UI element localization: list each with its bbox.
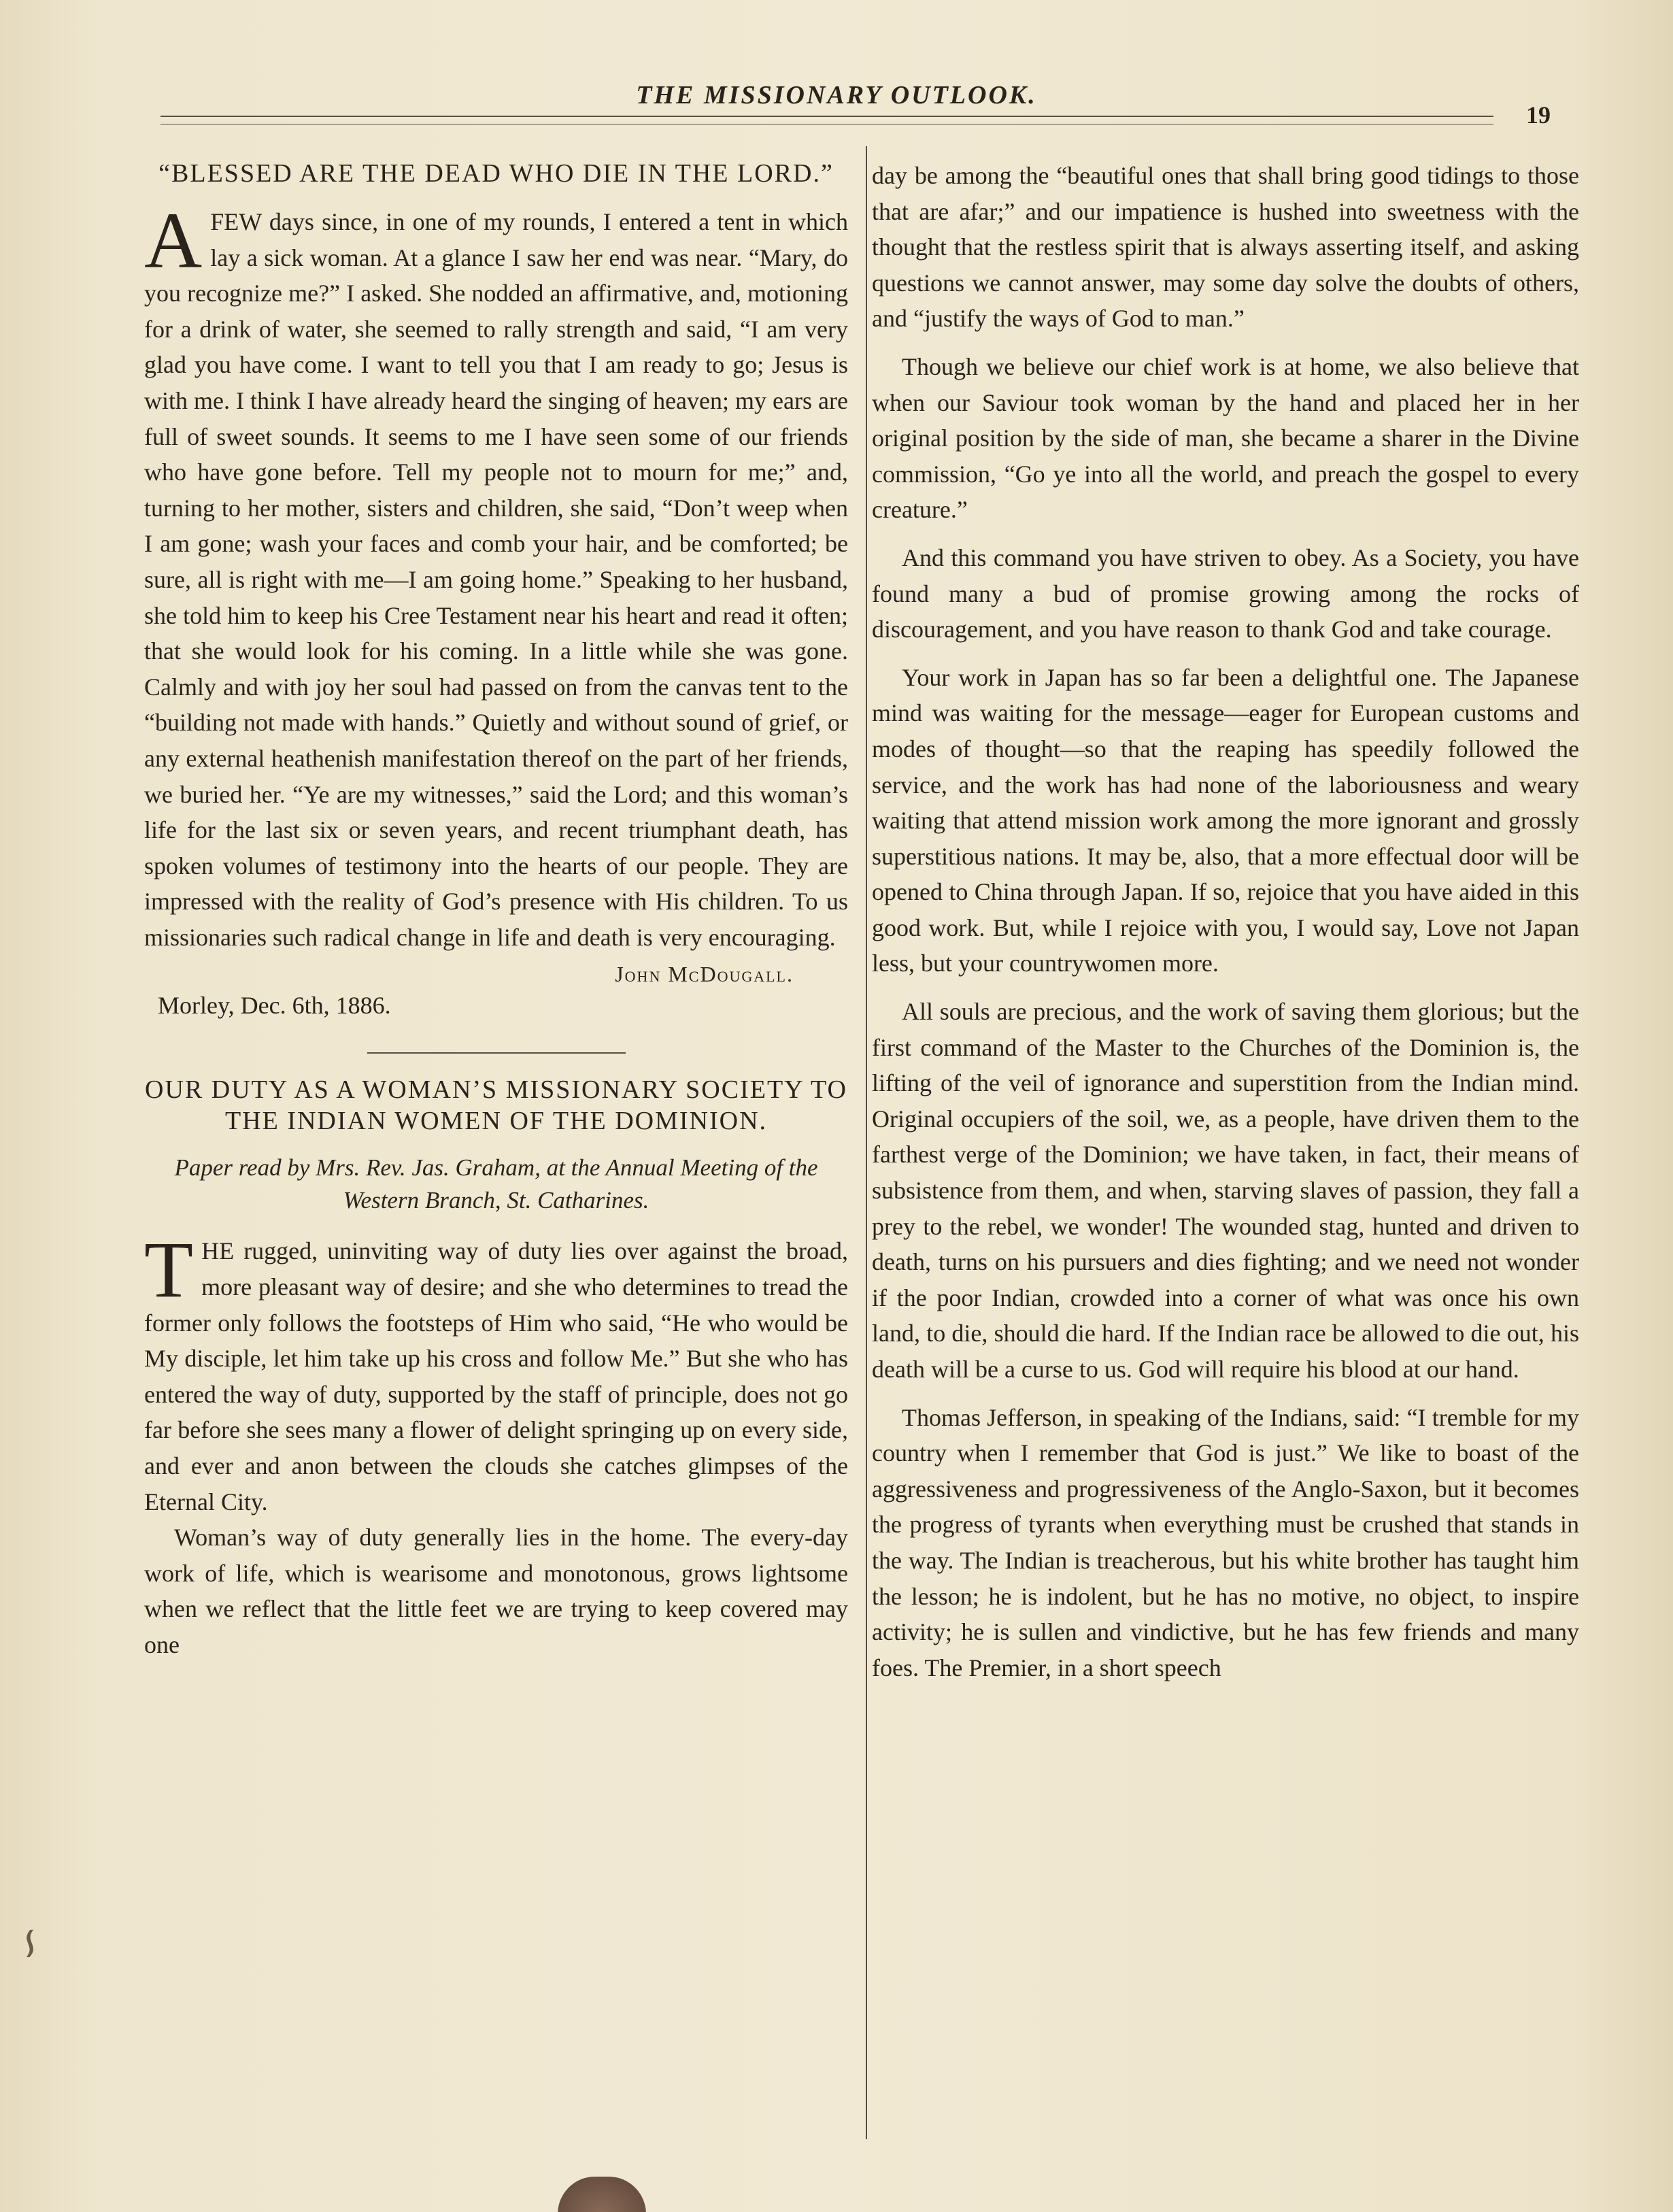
- article-title-2: OUR DUTY AS A WOMAN’S MISSIONARY SOCIETY TO THE INDIAN WOMEN OF THE DOMINION.: [145, 1075, 847, 1136]
- right-paragraph-4: Your work in Japan has so far been a delightful one. The Japanese mind was waiting for the message—eager for European customs and modes of thought—so that the reaping has speedily followed the service, and the work has had none of the laboriousness and weary waiting that attend mission work among the more ignorant and grossly superstitious nations. It may be, also, that a more effectual door will be opened to China through Japan. If so, rejoice that you have aided in this good work. But, while I rejoice with you, I would say, Love not Japan less, but your countrywomen more.: [872, 663, 1579, 977]
- column-divider: [866, 146, 867, 2139]
- article-2-paragraph-2: Woman’s way of duty generally lies in the home. The every-day work of life, which is wearisome and monotonous, grows lightsome when we reflect that the little feet we are trying to keep covered may one: [144, 1524, 848, 1658]
- section-divider: [367, 1052, 626, 1054]
- running-header: THE MISSIONARY OUTLOOK.: [636, 81, 1037, 110]
- article-title: “BLESSED ARE THE DEAD WHO DIE IN THE LORD.”: [158, 159, 834, 188]
- dateline: Morley, Dec. 6th, 1886.: [158, 992, 391, 1020]
- drop-cap-2: T: [144, 1225, 194, 1315]
- right-paragraph-5: All souls are precious, and the work of saving them glorious; but the first command of the Master to the Churches of the Dominion is, the lifting of the veil of ignorance and superstition from the Indian mind. Original occupiers of the soil, we, as a people, have driven them to the farthest verge of the Dominion; we have taken, in fact, their means of subsistence from them, and when, starving slaves of passion, they fall a prey to the rebel, we wonder! The wounded stag, hunted and driven to death, turns on his pursuers and dies fighting; and we need not wonder if the poor Indian, crowded into a corner of what was once his own land, to die, should die hard. If the Indian race be allowed to die out, his death will be a curse to us. God will require his blood at our hand.: [872, 998, 1579, 1383]
- drop-cap: A: [144, 196, 203, 285]
- right-column: [872, 158, 1579, 1698]
- scanner-thumb-shadow: [558, 2177, 646, 2212]
- right-paragraph-1: day be among the “beautiful ones that shall bring good tidings to those that are afar;” and our impatience is hushed into sweetness with the thought that the restless spirit that is always asserting itself, and asking questions we cannot answer, may some day solve the doubts of others, and “justify the ways of God to man.”: [872, 162, 1579, 333]
- right-paragraph-2: Though we believe our chief work is at home, we also believe that when our Saviour took woman by the hand and placed her in her original position by the side of man, she became a sharer in the Divine commission, “Go ye into all the world, and preach the gospel to every creature.”: [872, 352, 1579, 524]
- article-2-text: HE rugged, uninviting way of duty lies over against the broad, more pleasant way of desire; and she who determines to tread the former only follows the footsteps of Him who said, “He who would be My disciple, let him take up his cross and follow Me.” But she who has entered the way of duty, supported by the staff of principle, does not go far before she sees many a flower of delight springing up on every side, and ever and anon between the clouds she catches glimpses of the Eternal City.: [144, 1237, 848, 1515]
- author-signature: John McDougall.: [615, 962, 794, 987]
- article-body: [144, 196, 848, 955]
- right-paragraph-3: And this command you have striven to obey. As a Society, you have found many a bud of promise growing among the rocks of discouragement, and you have reason to thank God and take courage.: [872, 543, 1579, 643]
- article-2-paragraph: [144, 1225, 848, 1520]
- page-number: 19: [1526, 101, 1551, 129]
- header-rule: [160, 116, 1493, 117]
- byline: Paper read by Mrs. Rev. Jas. Graham, at the Annual Meeting of the Western Branch, St. Catharines.: [174, 1154, 818, 1214]
- margin-pencil-mark-icon: ∽: [6, 1925, 55, 1962]
- right-paragraph-6: Thomas Jefferson, in speaking of the Indians, said: “I tremble for my country when I remember that God is just.” We like to boast of the aggressiveness and progressiveness of the Anglo-Saxon, but it becomes the progress of tyrants when everything must be crushed that stands in the way. The Indian is treacherous, but his white brother has taught him the lesson; he is indolent, but he has no motive, no object, to inspire activity; he is sullen and vindictive, but he has few friends and many foes. The Premier, in a short speech: [872, 1403, 1579, 1681]
- left-column: [144, 158, 848, 1663]
- article-text: FEW days since, in one of my rounds, I entered a tent in which lay a sick woman. At a glance I saw her end was near. “Mary, do you recognize me?” I asked. She nodded an affirmative, and, motioning for a drink of water, she seemed to rally strength and said, “I am very glad you have come. I want to tell you that I am ready to go; Jesus is with me. I think I have already heard the singing of heaven; my ears are full of sweet sounds. It seems to me I have seen some of our friends who have gone before. Tell my people not to mourn for me;” and, turning to her mother, sisters and children, she said, “Don’t weep when I am gone; wash your faces and comb your hair, and be comforted; be sure, all is right with me—I am going home.” Speaking to her husband, she told him to keep his Cree Testament near his heart and read it often; that she would look for his coming. In a little while she was gone. Calmly and with joy her soul had passed on from the canvas tent to the “building not made with hands.” Quietly and without sound of grief, or any external heathenish manifestation thereof on the part of her friends, we buried her. “Ye are my witnesses,” said the Lord; and this woman’s life for the last six or seven years, and recent triumphant death, has spoken volumes of testimony into the hearts of our people. They are impressed with the reality of God’s presence with His children. To us missionaries such radical change in life and death is very encouraging.: [144, 208, 848, 951]
